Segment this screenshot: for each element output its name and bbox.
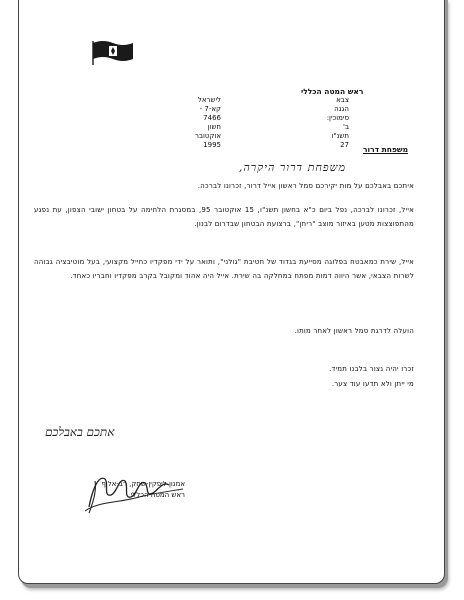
paragraph-remembrance: זכרו יהיה נצור בלבנו תמיד. מי ייתן ולא תדעו עוד צער.	[329, 365, 414, 388]
paragraph-circumstances: אייל, זכרונו לברכה, נפל ביום כ"א בחשון תשנ"ו, 15 אוקטובר 95, במסגרת הלחימה על בטחון ישובי הצפון, עת נפגע מהתפוצצות מטען באיזור מוצב "ריחן", ברצועת הבטחון שבדרום לבנון.	[34, 206, 415, 228]
header-left-column	[161, 96, 221, 150]
header-line: חשון	[207, 123, 221, 131]
header-line: לישראל	[197, 96, 221, 104]
letter-page	[18, 0, 445, 584]
paragraph-promotion: הועלה לדרגת סמל ראשון לאחר מותו.	[294, 327, 414, 335]
paragraph-condolence: איתכם באבלכם על מות יקירכם סמל ראשון אייל דרור, זכרונו לברכה.	[197, 182, 414, 190]
handwritten-closing: אתכם באבלכם	[45, 425, 115, 439]
header-line: ב'	[343, 123, 349, 131]
header-title: ראש המטה הכללי	[301, 87, 364, 96]
header-right-column	[301, 96, 349, 150]
signature-text	[67, 479, 185, 501]
header-line: הגנה	[334, 105, 349, 113]
header-line: 1995	[203, 141, 221, 149]
header-line: צבא	[336, 96, 349, 104]
handwritten-greeting: משפחת דרור היקרה,	[238, 161, 346, 174]
idf-flag-emblem-icon	[89, 37, 137, 67]
header-line: 7466	[203, 114, 221, 122]
header-line: קא-7 -	[199, 105, 221, 113]
header-line: תשנ"ו	[331, 132, 349, 140]
recipient-family: משפחת דרור	[363, 145, 408, 154]
header-line: אוקטובר	[195, 132, 221, 140]
header-line: 27	[340, 141, 349, 149]
signer-role: ראש המטה הכללי	[130, 491, 185, 499]
signer-name: אמנון ליפקין-שחק, רב-אלוף	[101, 480, 185, 488]
header-line: סימוכין:	[326, 114, 349, 122]
paragraph-service: אייל, שירת כמאבטח בפלוגה מסייעת בגדוד של חטיבת "גולני", ותואר על ידי מפקדיו כחייל מקצועי, בעל מוטיבציה גבוהה לשרות הצבאי, אשר היווה דמות מפתח במחלקה בה שירת. אייל היה אהוד ומקובל בקרב מפקדיו וחבריו כאחד.	[34, 258, 414, 280]
